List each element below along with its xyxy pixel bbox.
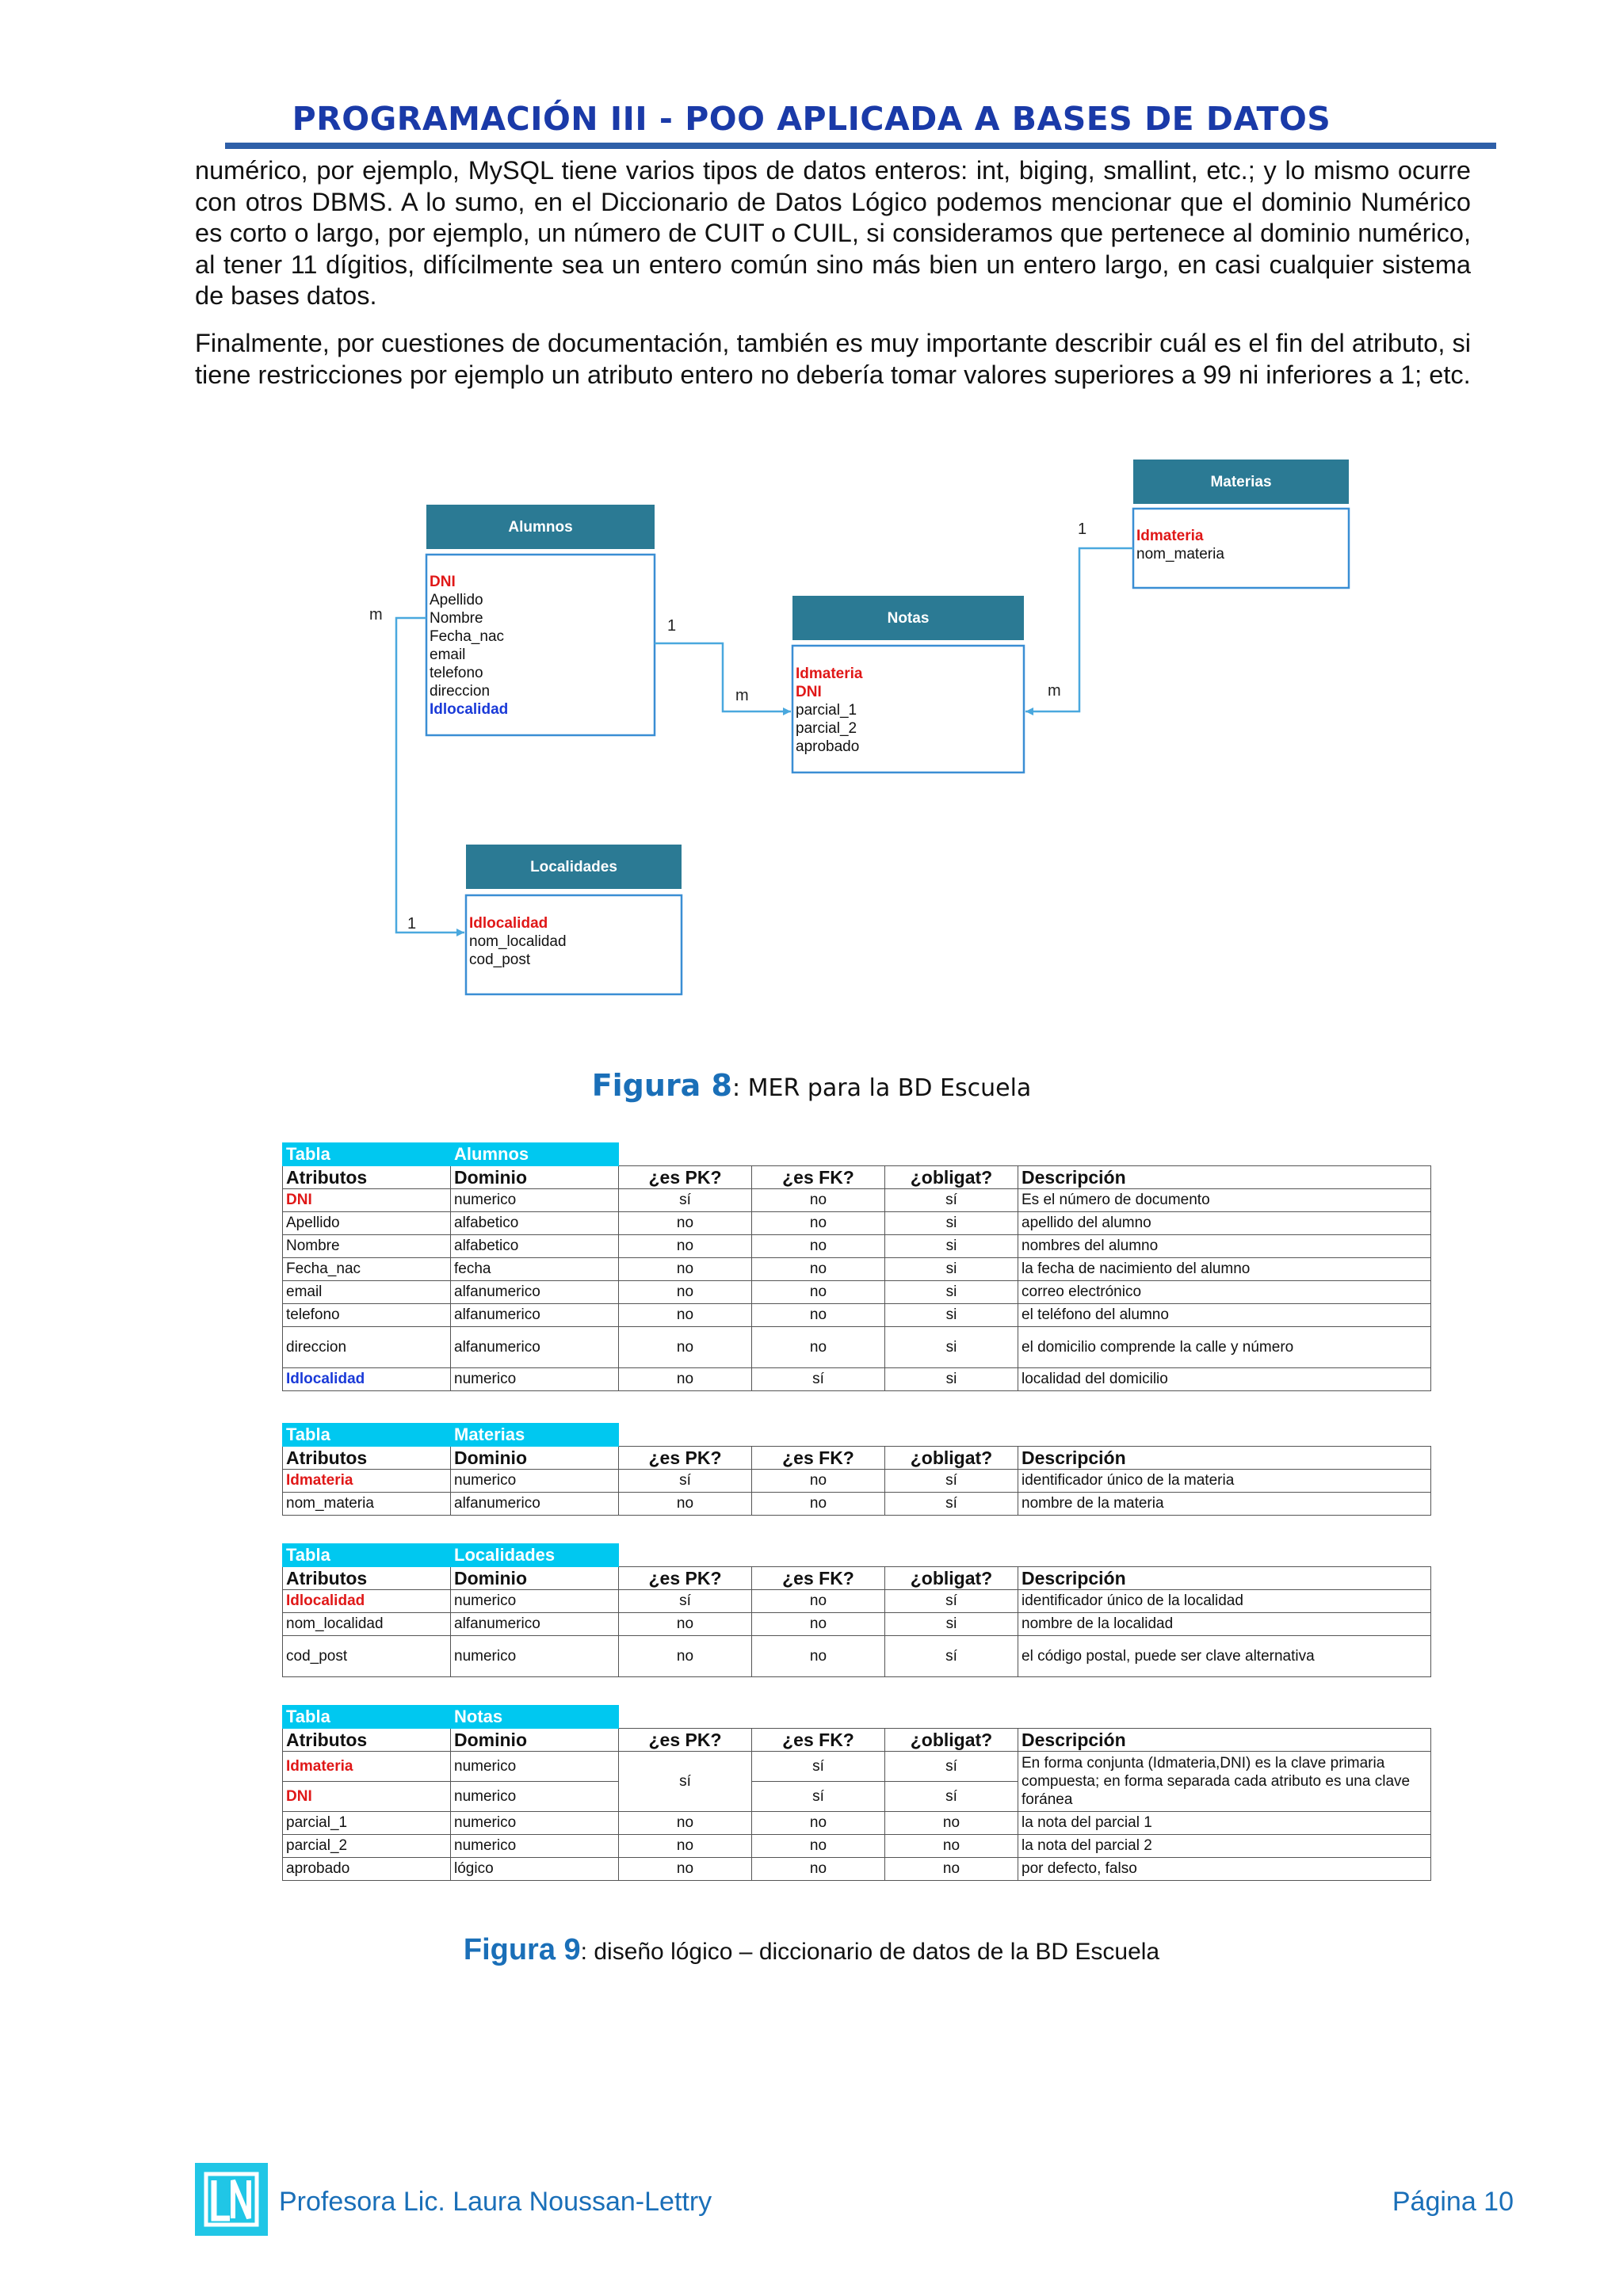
col-pk: ¿es PK? [619, 1729, 752, 1752]
cell-domain: numerico [451, 1812, 619, 1835]
col-descripcion: Descripción [1018, 1567, 1431, 1590]
col-descripcion: Descripción [1018, 1729, 1431, 1752]
dict-localidades-header [283, 1567, 1431, 1590]
table-row [283, 1235, 1431, 1258]
connector-alumnos-notas [655, 643, 791, 711]
notas-attr-aprobado: aprobado [796, 738, 860, 755]
table-row [283, 1752, 1431, 1782]
localidades-attr-cod-post: cod_post [469, 952, 531, 968]
table-row [283, 1835, 1431, 1858]
cell-fk: sí [752, 1368, 885, 1391]
cell-fk: no [752, 1613, 885, 1636]
cell-pk: sí [619, 1470, 752, 1493]
entity-notas-name: Notas [887, 610, 930, 627]
table-row [283, 1636, 1431, 1677]
cell-oblig: sí [885, 1752, 1018, 1782]
table-row [283, 1858, 1431, 1881]
cell-attr: cod_post [283, 1636, 451, 1677]
col-descripcion: Descripción [1018, 1447, 1431, 1470]
dict-table-localidades [282, 1543, 1431, 1677]
alumnos-attr-fecha-nac: Fecha_nac [430, 628, 505, 645]
cell-pk: no [619, 1835, 752, 1858]
col-atributos: Atributos [283, 1567, 451, 1590]
cell-oblig: no [885, 1858, 1018, 1881]
cell-fk: no [752, 1258, 885, 1281]
cell-attr: Fecha_nac [283, 1258, 451, 1281]
cell-oblig: sí [885, 1782, 1018, 1812]
cell-oblig: si [885, 1368, 1018, 1391]
cell-oblig: si [885, 1281, 1018, 1304]
col-descripcion: Descripción [1018, 1166, 1431, 1189]
cell-desc: identificador único de la localidad [1018, 1590, 1431, 1613]
cell-desc: correo electrónico [1018, 1281, 1431, 1304]
paragraph-1: numérico, por ejemplo, MySQL tiene varios tipos de datos enteros: int, biging, smallint, etc.; y lo mismo ocurre con otros DBMS. A lo sumo, en el Diccionario de Datos Lógico podemos mencionar que el dominio Numérico es corto o largo, por ejemplo, un número de CUIT o CUIL, si consideramos que pertenece al dominio numérico, al tener 11 dígitios, difícilmente sea un entero común sino más bien un entero largo, en casi cualquier sistema de bases datos. [195, 156, 1471, 310]
dict-table-materias [282, 1423, 1431, 1516]
cell-oblig: no [885, 1835, 1018, 1858]
card-materias-left: 1 [1078, 521, 1087, 538]
cell-pk: sí [619, 1189, 752, 1212]
figure-8-label: Figura 8 [591, 1068, 732, 1103]
cell-desc: En forma conjunta (Idmateria,DNI) es la clave primaria compuesta; en forma separada cada atributo es una clave foránea [1018, 1752, 1431, 1812]
cell-oblig: si [885, 1258, 1018, 1281]
cell-fk: no [752, 1858, 885, 1881]
cell-domain: lógico [451, 1858, 619, 1881]
cell-fk: no [752, 1327, 885, 1368]
cell-attr: Idlocalidad [283, 1590, 451, 1613]
notas-attr-parcial-2: parcial_2 [796, 720, 857, 737]
cell-attr: Apellido [283, 1212, 451, 1235]
cell-attr: aprobado [283, 1858, 451, 1881]
alumnos-attr-apellido: Apellido [430, 592, 483, 608]
cell-fk: no [752, 1812, 885, 1835]
cell-fk: sí [752, 1782, 885, 1812]
cell-attr: telefono [283, 1304, 451, 1327]
cell-oblig: si [885, 1613, 1018, 1636]
entity-alumnos [426, 505, 655, 735]
dict-localidades-name: Localidades [451, 1544, 619, 1567]
cell-fk: no [752, 1590, 885, 1613]
cell-pk: sí [619, 1752, 752, 1812]
paragraph-2: Finalmente, por cuestiones de documentación, también es muy importante describir cuál es el fin del atributo, si tiene restricciones por ejemplo un atributo entero no debería tomar valores superiores a 99 ni inferiores a 1; etc. [195, 329, 1471, 389]
cell-pk: no [619, 1493, 752, 1516]
cell-domain: alfabetico [451, 1235, 619, 1258]
table-row [283, 1212, 1431, 1235]
cell-pk: no [619, 1636, 752, 1677]
cell-attr: Idmateria [283, 1752, 451, 1782]
alumnos-attr-telefono: telefono [430, 665, 483, 681]
table-row [283, 1281, 1431, 1304]
dict-table-notas [282, 1705, 1431, 1881]
cell-fk: no [752, 1636, 885, 1677]
col-pk: ¿es PK? [619, 1447, 752, 1470]
cell-fk: no [752, 1212, 885, 1235]
col-pk: ¿es PK? [619, 1567, 752, 1590]
col-dominio: Dominio [451, 1166, 619, 1189]
cell-domain: alfabetico [451, 1212, 619, 1235]
cell-fk: no [752, 1235, 885, 1258]
alumnos-attr-direccion: direccion [430, 683, 491, 700]
entity-localidades [466, 845, 682, 994]
cell-attr: nom_localidad [283, 1613, 451, 1636]
cell-desc: nombre de la localidad [1018, 1613, 1431, 1636]
connector-materias-notas [1025, 548, 1133, 711]
dict-materias-name: Materias [451, 1424, 619, 1447]
cell-pk: no [619, 1812, 752, 1835]
cell-domain: numerico [451, 1752, 619, 1782]
col-fk: ¿es FK? [752, 1447, 885, 1470]
col-oblig: ¿obligat? [885, 1567, 1018, 1590]
entity-materias [1133, 460, 1349, 588]
cell-pk: no [619, 1212, 752, 1235]
cell-attr: Nombre [283, 1235, 451, 1258]
footer-author: Profesora Lic. Laura Noussan-Lettry [279, 2187, 712, 2217]
dict-tabla-label: Tabla [283, 1424, 451, 1447]
figure-9-caption [0, 1933, 1623, 1967]
cell-attr: parcial_1 [283, 1812, 451, 1835]
cell-domain: alfanumerico [451, 1281, 619, 1304]
cell-desc: el domicilio comprende la calle y número [1018, 1327, 1431, 1368]
dict-tabla-label: Tabla [283, 1706, 451, 1729]
cell-desc: el código postal, puede ser clave alternativa [1018, 1636, 1431, 1677]
dict-table-alumnos [282, 1142, 1431, 1391]
footer-page-number: Página 10 [1392, 2187, 1514, 2217]
col-dominio: Dominio [451, 1729, 619, 1752]
col-fk: ¿es FK? [752, 1567, 885, 1590]
cell-oblig: sí [885, 1493, 1018, 1516]
cell-pk: no [619, 1258, 752, 1281]
cell-oblig: sí [885, 1189, 1018, 1212]
cell-fk: no [752, 1835, 885, 1858]
table-row [283, 1613, 1431, 1636]
figure-8-caption [0, 1068, 1623, 1103]
cell-oblig: si [885, 1304, 1018, 1327]
col-oblig: ¿obligat? [885, 1166, 1018, 1189]
dict-notas-name: Notas [451, 1706, 619, 1729]
col-oblig: ¿obligat? [885, 1729, 1018, 1752]
header-rule [225, 143, 1496, 149]
cell-attr: nom_materia [283, 1493, 451, 1516]
cell-attr: direccion [283, 1327, 451, 1368]
cell-oblig: no [885, 1812, 1018, 1835]
cell-domain: numerico [451, 1835, 619, 1858]
entity-materias-name: Materias [1210, 474, 1272, 490]
cell-desc: localidad del domicilio [1018, 1368, 1431, 1391]
figure-9-text: : diseño lógico – diccionario de datos de la BD Escuela [580, 1939, 1160, 1965]
figure-8-text: : MER para la BD Escuela [732, 1074, 1032, 1102]
notas-attr-dni: DNI [796, 684, 822, 700]
entity-alumnos-name: Alumnos [508, 519, 573, 536]
cell-domain: numerico [451, 1189, 619, 1212]
page-header-title: PROGRAMACIÓN III - POO APLICADA A BASES DE DATOS [292, 100, 1331, 138]
notas-attr-idmateria: Idmateria [796, 666, 863, 682]
cell-desc: el teléfono del alumno [1018, 1304, 1431, 1327]
cell-desc: la fecha de nacimiento del alumno [1018, 1258, 1431, 1281]
cell-pk: no [619, 1368, 752, 1391]
cell-pk: no [619, 1304, 752, 1327]
col-oblig: ¿obligat? [885, 1447, 1018, 1470]
table-row [283, 1470, 1431, 1493]
cell-attr: email [283, 1281, 451, 1304]
cell-oblig: sí [885, 1470, 1018, 1493]
cell-fk: no [752, 1470, 885, 1493]
col-dominio: Dominio [451, 1567, 619, 1590]
col-atributos: Atributos [283, 1166, 451, 1189]
cell-oblig: si [885, 1327, 1018, 1368]
cell-pk: no [619, 1858, 752, 1881]
cell-pk: sí [619, 1590, 752, 1613]
dict-tabla-label: Tabla [283, 1544, 451, 1567]
cell-domain: numerico [451, 1470, 619, 1493]
ln-logo-icon [195, 2163, 268, 2236]
table-row [283, 1258, 1431, 1281]
cell-desc: la nota del parcial 2 [1018, 1835, 1431, 1858]
table-row [283, 1304, 1431, 1327]
card-notas-left: m [735, 687, 749, 704]
cell-domain: alfanumerico [451, 1493, 619, 1516]
cell-domain: alfanumerico [451, 1613, 619, 1636]
materias-attr-idmateria: Idmateria [1136, 528, 1204, 544]
table-row [283, 1590, 1431, 1613]
dict-alumnos-header [283, 1166, 1431, 1189]
cell-domain: numerico [451, 1782, 619, 1812]
col-atributos: Atributos [283, 1447, 451, 1470]
cell-attr: DNI [283, 1782, 451, 1812]
cell-oblig: si [885, 1235, 1018, 1258]
cell-pk: no [619, 1613, 752, 1636]
er-diagram [0, 444, 1623, 1014]
table-row [283, 1493, 1431, 1516]
col-pk: ¿es PK? [619, 1166, 752, 1189]
cell-domain: numerico [451, 1636, 619, 1677]
card-notas-right: m [1048, 682, 1061, 700]
cell-domain: alfanumerico [451, 1304, 619, 1327]
notas-attr-parcial-1: parcial_1 [796, 702, 857, 719]
cell-oblig: si [885, 1212, 1018, 1235]
card-localidades-left: 1 [407, 915, 417, 933]
dict-materias-header [283, 1447, 1431, 1470]
dict-notas-header [283, 1729, 1431, 1752]
col-atributos: Atributos [283, 1729, 451, 1752]
cell-fk: no [752, 1493, 885, 1516]
cell-attr: parcial_2 [283, 1835, 451, 1858]
alumnos-attr-nombre: Nombre [430, 610, 483, 627]
alumnos-attr-email: email [430, 646, 466, 663]
card-alumnos-left: m [369, 606, 383, 624]
cell-desc: por defecto, falso [1018, 1858, 1431, 1881]
cell-fk: sí [752, 1752, 885, 1782]
cell-attr: Idmateria [283, 1470, 451, 1493]
cell-pk: no [619, 1281, 752, 1304]
cell-pk: no [619, 1327, 752, 1368]
dict-alumnos-name: Alumnos [451, 1143, 619, 1166]
cell-domain: alfanumerico [451, 1327, 619, 1368]
table-row [283, 1812, 1431, 1835]
alumnos-attr-idlocalidad: Idlocalidad [430, 701, 509, 718]
cell-domain: numerico [451, 1368, 619, 1391]
cell-domain: fecha [451, 1258, 619, 1281]
table-row [283, 1327, 1431, 1368]
cell-desc: nombre de la materia [1018, 1493, 1431, 1516]
col-fk: ¿es FK? [752, 1729, 885, 1752]
cell-fk: no [752, 1304, 885, 1327]
cell-domain: numerico [451, 1590, 619, 1613]
col-fk: ¿es FK? [752, 1166, 885, 1189]
table-row [283, 1189, 1431, 1212]
cell-fk: no [752, 1281, 885, 1304]
localidades-attr-idlocalidad: Idlocalidad [469, 915, 548, 932]
cell-desc: identificador único de la materia [1018, 1470, 1431, 1493]
cell-oblig: sí [885, 1590, 1018, 1613]
cell-oblig: sí [885, 1636, 1018, 1677]
materias-attr-nom-materia: nom_materia [1136, 546, 1224, 563]
alumnos-attr-dni: DNI [430, 574, 456, 590]
cell-desc: nombres del alumno [1018, 1235, 1431, 1258]
figure-9-label: Figura 9 [463, 1933, 581, 1966]
dict-tabla-label: Tabla [283, 1143, 451, 1166]
cell-pk: no [619, 1235, 752, 1258]
cell-desc: apellido del alumno [1018, 1212, 1431, 1235]
cell-fk: no [752, 1189, 885, 1212]
card-alumnos-right: 1 [667, 617, 677, 635]
cell-desc: la nota del parcial 1 [1018, 1812, 1431, 1835]
table-row [283, 1368, 1431, 1391]
localidades-attr-nom-localidad: nom_localidad [469, 933, 567, 950]
entity-notas [792, 596, 1024, 772]
author-logo [195, 2163, 268, 2236]
entity-localidades-name: Localidades [530, 859, 617, 875]
cell-attr: DNI [283, 1189, 451, 1212]
cell-attr: Idlocalidad [283, 1368, 451, 1391]
col-dominio: Dominio [451, 1447, 619, 1470]
cell-desc: Es el número de documento [1018, 1189, 1431, 1212]
